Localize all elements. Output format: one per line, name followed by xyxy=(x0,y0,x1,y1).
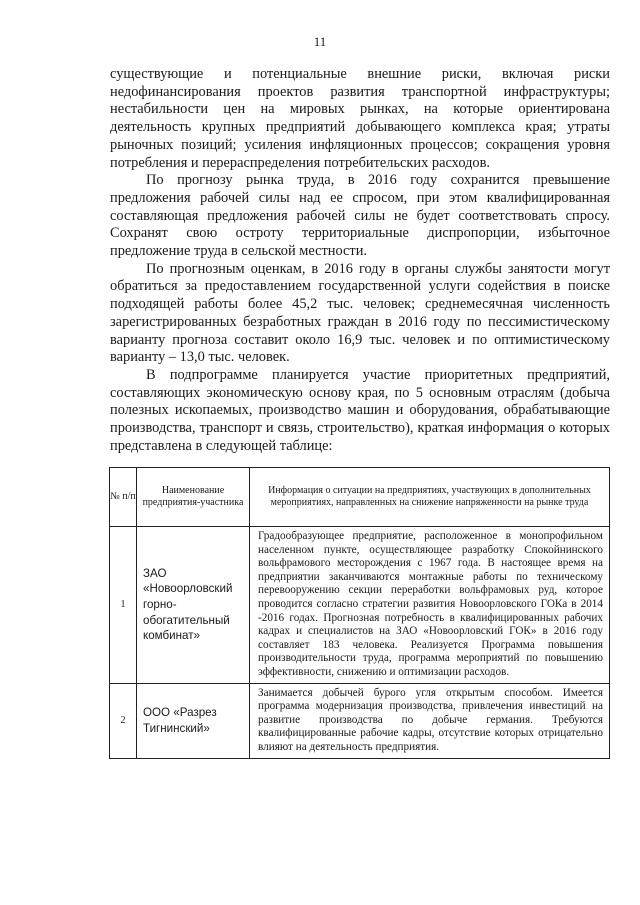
enterprises-table xyxy=(109,467,610,759)
row-number: 2 xyxy=(110,683,137,758)
row-enterprise-name: ООО «Разрез Тигнинский» xyxy=(137,683,250,758)
row-enterprise-name: ЗАО «Новоорловский горно-обогатительный комбинат» xyxy=(137,527,250,684)
row-number: 1 xyxy=(110,527,137,684)
header-name: Наименование предприятия-участника xyxy=(137,468,250,527)
paragraph-risks: существующие и потенциальные внешние риски, включая риски недофинансирования проектов развития транспортной инфраструктуры; нестабильности цен на мировых рынках, на которые ориентирована деятельность крупных предприятий добывающего комплекса края; утраты рыночных позиций; усиления инфляционных процессов; сокращения уровня потребления и перераспределения потребительских расходов. xyxy=(110,66,610,171)
paragraph-labor-forecast: По прогнозу рынка труда, в 2016 году сохранится превышение предложения рабочей силы над ее спросом, при этом квалифицированная составляющая предложения рабочей силы не будет соответствовать спросу. Сохранят свою остроту территориальные диспропорции, избыточное предложение труда в сельской местности. xyxy=(110,172,610,260)
page-number: 11 xyxy=(313,34,327,49)
paragraph-subprogram: В подпрограмме планируется участие приоритетных предприятий, составляющих экономическую основу края, по 5 основным отраслям (добыча полезных ископаемых, производство машин и оборудования, обрабатывающие производства, транспорт и связь, строительство), краткая информация о которых представлена в следующей таблице: xyxy=(110,366,610,454)
table-header-row xyxy=(110,468,610,527)
table-row xyxy=(110,527,610,684)
body-text xyxy=(110,66,610,455)
row-enterprise-info: Занимается добычей бурого угля открытым способом. Имеется программа модернизация производства, привлечения инвестиций на развитие производства по добыче германия. Требуются квалифицированные рабочие кадры, отсутствие которых отрицательно влияют на деятельность предприятия. xyxy=(250,683,610,758)
header-number: № п/п xyxy=(110,468,137,527)
row-enterprise-info: Градообразующее предприятие, расположенное в монопрофильном населенном пункте, осуществляющее разработку Спокойнинского вольфрамового месторождения с 1967 года. В настоящее время на предприятии заканчиваются монтажные работы по техническому перевооружению секции переработки вольфрамовых руд, которое проводится согласно стратегии развития Новоорловского ГОКа в 2014 -2016 годах. Прогнозная потребность в квалифицированных рабочих кадрах и специалистов на ЗАО «Новоорловский ГОК» в 2016 году составляет 183 человека. Реализуется Программа повышения производительности труда, программа мероприятий по повышению эффективности, снижению и оптимизации расходов. xyxy=(250,527,610,684)
paragraph-employment-estimates: По прогнозным оценкам, в 2016 году в органы службы занятости могут обратиться за предоставлением государственной услуги содействия в поиске подходящей работы более 45,2 тыс. человек; среднемесячная численность зарегистрированных безработных граждан в 2016 году по пессимистическому варианту прогноза составит около 16,9 тыс. человек и по оптимистическому варианту – 13,0 тыс. человек. xyxy=(110,260,610,366)
header-info: Информация о ситуации на предприятиях, участвующих в дополнительных мероприятиях, направленных на снижение напряженности на рынке труда xyxy=(250,468,610,527)
table-row xyxy=(110,683,610,758)
